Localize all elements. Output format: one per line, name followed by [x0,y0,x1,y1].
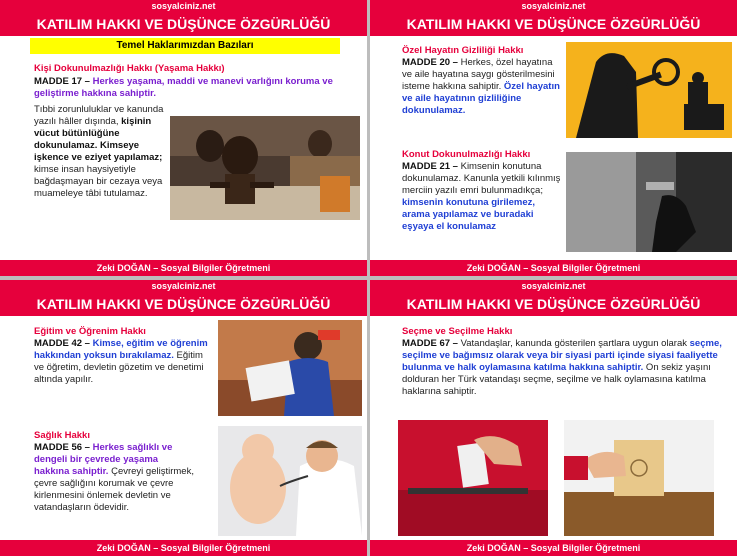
article-block-home [402,149,562,233]
slide-title: KATILIM HAKKI VE DÜŞÜNCE ÖZGÜRLÜĞÜ [370,13,737,36]
article-block-health [34,430,194,514]
slide-footer: Zeki DOĞAN – Sosyal Bilgiler Öğretmeni [0,540,367,556]
madde-text-emphasis: kimsenin konutuna girilemez, arama yapılamaz ve buradaki eşyaya el konulamaz [402,197,536,232]
article-block-election [402,326,730,398]
banner: Temel Haklarımızdan Bazıları [30,38,340,54]
article-block-education [34,326,214,386]
door-photo [566,152,732,252]
article-block-privacy [402,45,562,117]
madde-text: Herkes, özel hayatına ve aile hayatına saygı gösterilmesini isteme hakkına sahiptir. [402,57,555,92]
section-heading: Seçme ve Seçilme Hakkı [402,326,513,337]
privacy-illustration [566,42,732,138]
madde-text-emphasis: Herkes sağlıklı ve dengeli bir çevrede yaşama hakkına sahiptir. [34,442,173,477]
madde-text: Vatandaşlar, kanunda gösterilen şartlara uygun olarak [460,338,690,349]
slide-2 [370,0,737,276]
slide-footer: Zeki DOĞAN – Sosyal Bilgiler Öğretmeni [370,540,737,556]
reading-child-photo [218,320,362,416]
madde-text: Herkes yaşama, maddi ve manevi varlığını koruma ve geliştirme hakkına sahiptir. [34,76,333,99]
madde-text: Kimsenin konutuna dokunulamaz. Kanunla yetkili kılınmış merciin yazılı emri bulunmadıkça; [402,161,561,196]
madde-text-emphasis: Kimse, eğitim ve öğrenim hakkından yoksun bırakılamaz. [34,338,208,361]
slide-title: KATILIM HAKKI VE DÜŞÜNCE ÖZGÜRLÜĞÜ [0,13,367,36]
doctor-baby-photo [218,426,362,536]
body-text-end: kimse insan haysiyetiyle bağdaşmayan bir cezaya veya muameleye tâbi tutulamaz. [34,164,163,199]
site-label: sosyalciniz.net [0,0,367,13]
body-bold: kişinin vücut bütünlüğüne dokunulamaz. Kimseye işkence ve eziyet yapılamaz; [34,116,163,163]
madde-label: MADDE 21 – [402,161,461,172]
ballot-box-photo-1 [398,420,548,536]
site-label: sosyalciniz.net [370,0,737,13]
madde-label: MADDE 56 – [34,442,93,453]
slide-footer: Zeki DOĞAN – Sosyal Bilgiler Öğretmeni [0,260,367,276]
slide-3 [0,280,367,556]
madde-text: Çevreyi geliştirmek, çevre sağlığını korumak ve çevre kirlenmesini önlemek devletin ve vatandaşların ödevidir. [34,466,194,513]
ballot-box-photo-2 [564,420,714,536]
madde-text: Eğitim ve öğretim, devletin gözetim ve denetimi altında yapılır. [34,350,204,385]
section-heading: Özel Hayatın Gizliliği Hakkı [402,45,524,56]
section-heading: Kişi Dokunulmazlığı Hakkı (Yaşama Hakkı) [34,63,225,74]
madde-text-end: On sekiz yaşını dolduran her Türk vatandaşı seçme, seçilme ve halk oylamasına katılma haklarına sahiptir. [402,362,711,397]
madde-label: MADDE 42 – [34,338,93,349]
slide-title: KATILIM HAKKI VE DÜŞÜNCE ÖZGÜRLÜĞÜ [370,293,737,316]
section-heading: Konut Dokunulmazlığı Hakkı [402,149,531,160]
child-photo [170,116,360,220]
section-heading: Eğitim ve Öğrenim Hakkı [34,326,146,337]
slide-4 [370,280,737,556]
article-block [34,63,354,100]
section-heading: Sağlık Hakkı [34,430,90,441]
madde-label: MADDE 17 – [34,76,93,87]
slide-title: KATILIM HAKKI VE DÜŞÜNCE ÖZGÜRLÜĞÜ [0,293,367,316]
site-label: sosyalciniz.net [0,280,367,293]
madde-label: MADDE 20 – [402,57,461,68]
madde-label: MADDE 67 – [402,338,461,349]
slide-footer: Zeki DOĞAN – Sosyal Bilgiler Öğretmeni [370,260,737,276]
site-label: sosyalciniz.net [370,280,737,293]
madde-text-emphasis: Özel hayatın ve aile hayatının gizliliğine dokunulamaz. [402,81,560,116]
body-text: Tıbbi zorunluluklar ve kanunda yazılı hâller dışında, [34,104,164,127]
madde-text-emphasis: seçme, seçilme ve bağımsız olarak veya bir siyasi parti içinde siyasi faaliyette bulunma ve halk oylamasına katılma hakkına sahiptir. [402,338,722,373]
slide-1 [0,0,367,276]
article-body [34,104,170,200]
